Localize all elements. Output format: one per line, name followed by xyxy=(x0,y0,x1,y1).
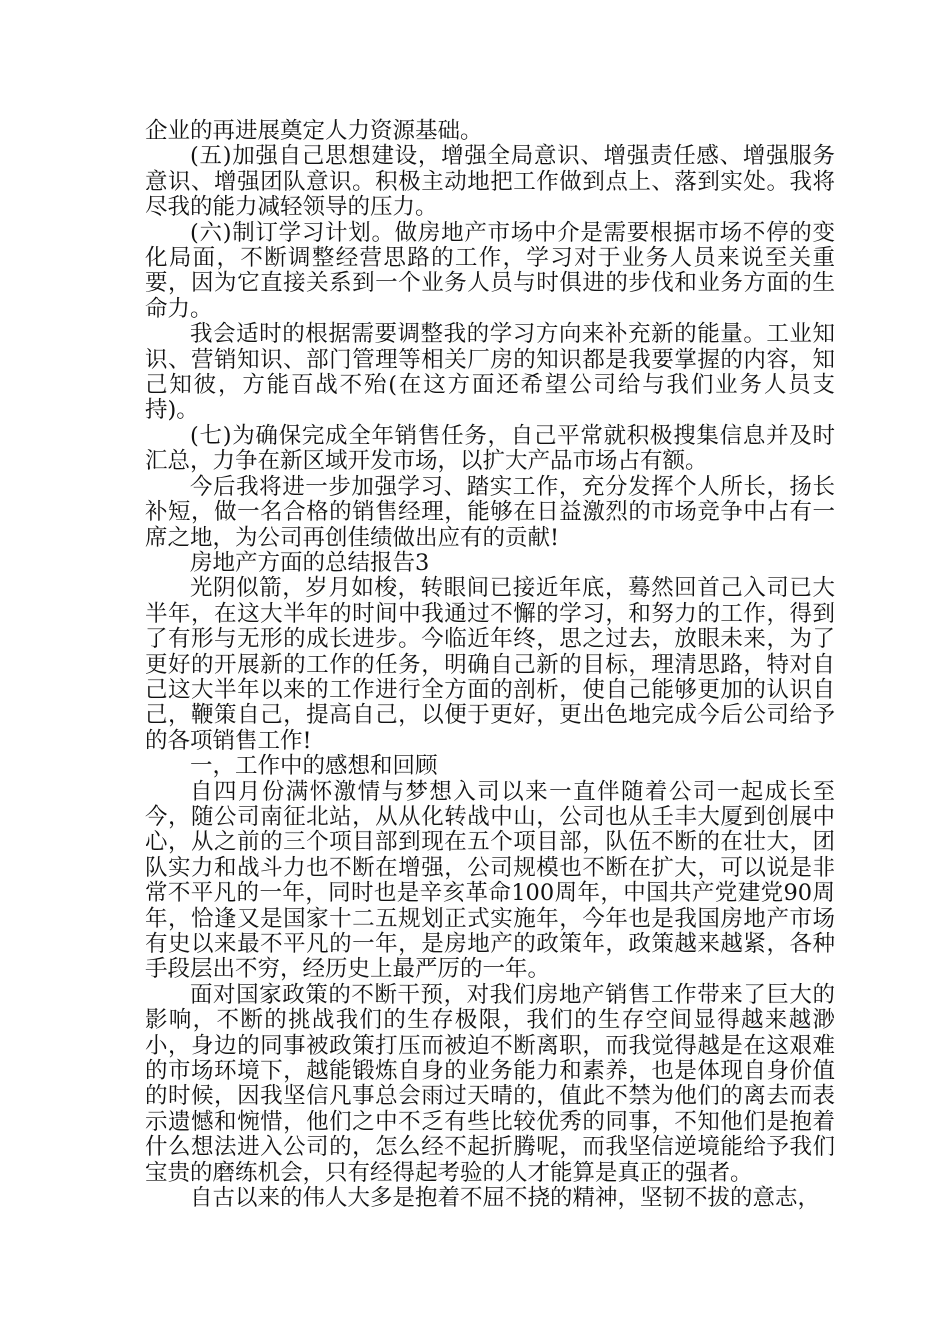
paragraph-item-6: (六)制订学习计划。做房地产市场中介是需要根据市场不停的变化局面，不断调整经营思路的工作，学习对于业务人员来说至关重要，因为它直接关系到一个业务人员与时俱进的步伐和业务方面的生命力。 xyxy=(145,219,835,322)
section-heading-reflection: 一，工作中的感想和回顾 xyxy=(190,753,438,780)
paragraph-item-5: (五)加强自己思想建设，增强全局意识、增强责任感、增强服务意识、增强团队意识。积极主动地把工作做到点上、落到实处。我将尽我的能力减轻领导的压力。 xyxy=(145,143,835,221)
paragraph-item-7: (七)为确保完成全年销售任务，自己平常就积极搜集信息并及时汇总，力争在新区域开发市场，以扩大产品市场占有额。 xyxy=(145,422,835,475)
paragraph-conclusion: 今后我将进一步加强学习、踏实工作，充分发挥个人所长，扬长补短，做一名合格的销售经理，能够在日益激烈的市场竞争中占有一席之地，为公司再创佳绩做出应有的贡献! xyxy=(145,473,835,551)
section-title-report-3: 房地产方面的总结报告3 xyxy=(190,549,430,576)
paragraph-review: 自四月份满怀激情与梦想入司以来一直伴随着公司一起成长至今，随公司南征北站，从从化转战中山，公司也从壬丰大厦到创展中心，从之前的三个项目部到现在五个项目部，队伍不断的在壮大，团队实力和战斗力也不断在增强，公司规模也不断在扩大，可以说是非常不平凡的一年，同时也是辛亥革命100周年，中国共产党建党90周年，恰逢又是国家十二五规划正式实施年，今年也是我国房地产市场有史以来最不平凡的一年，是房地产的政策年，政策越来越紧，各种手段层出不穷，经历史上最严厉的一年。 xyxy=(145,778,835,983)
paragraph-policy: 面对国家政策的不断干预，对我们房地产销售工作带来了巨大的影响，不断的挑战我们的生存极限，我们的生存空间显得越来越渺小，身边的同事被政策打压而被迫不断离职，而我觉得越是在这艰难的市场环境下，越能锻炼自身的业务能力和素养，也是体现自身价值的时候，因我坚信凡事总会雨过天晴的，值此不禁为他们的离去而表示遗憾和惋惜，他们之中不乏有些比较优秀的同事，不知他们是抱着什么想法进入公司的，怎么经不起折腾呢，而我坚信逆境能给予我们宝贵的磨练机会，只有经得起考验的人才能算是真正的强者。 xyxy=(145,981,835,1186)
paragraph-closing: 自古以来的伟人大多是抱着不屈不挠的精神，坚韧不拔的意志， xyxy=(190,1185,821,1212)
document-page xyxy=(145,119,835,1211)
paragraph-intro: 光阴似箭，岁月如梭，转眼间已接近年底，蓦然回首己入司已大半年，在这大半年的时间中我通过不懈的学习，和努力的工作，得到了有形与无形的成长进步。今临近年终，思之过去，放眼未来，为了更好的开展新的工作的任务，明确自己新的目标，理清思路，特对自己这大半年以来的工作进行全方面的剖析，使自己能够更加的认识自己，鞭策自己，提高自己，以便于更好，更出色地完成今后公司给予的各项销售工作! xyxy=(145,575,835,754)
paragraph-continuation: 企业的再进展奠定人力资源基础。 xyxy=(145,118,483,144)
paragraph-learning: 我会适时的根据需要调整我的学习方向来补充新的能量。工业知识、营销知识、部门管理等相关厂房的知识都是我要掌握的内容，知己知彼，方能百战不殆(在这方面还希望公司给与我们业务人员支持)。 xyxy=(145,321,835,424)
